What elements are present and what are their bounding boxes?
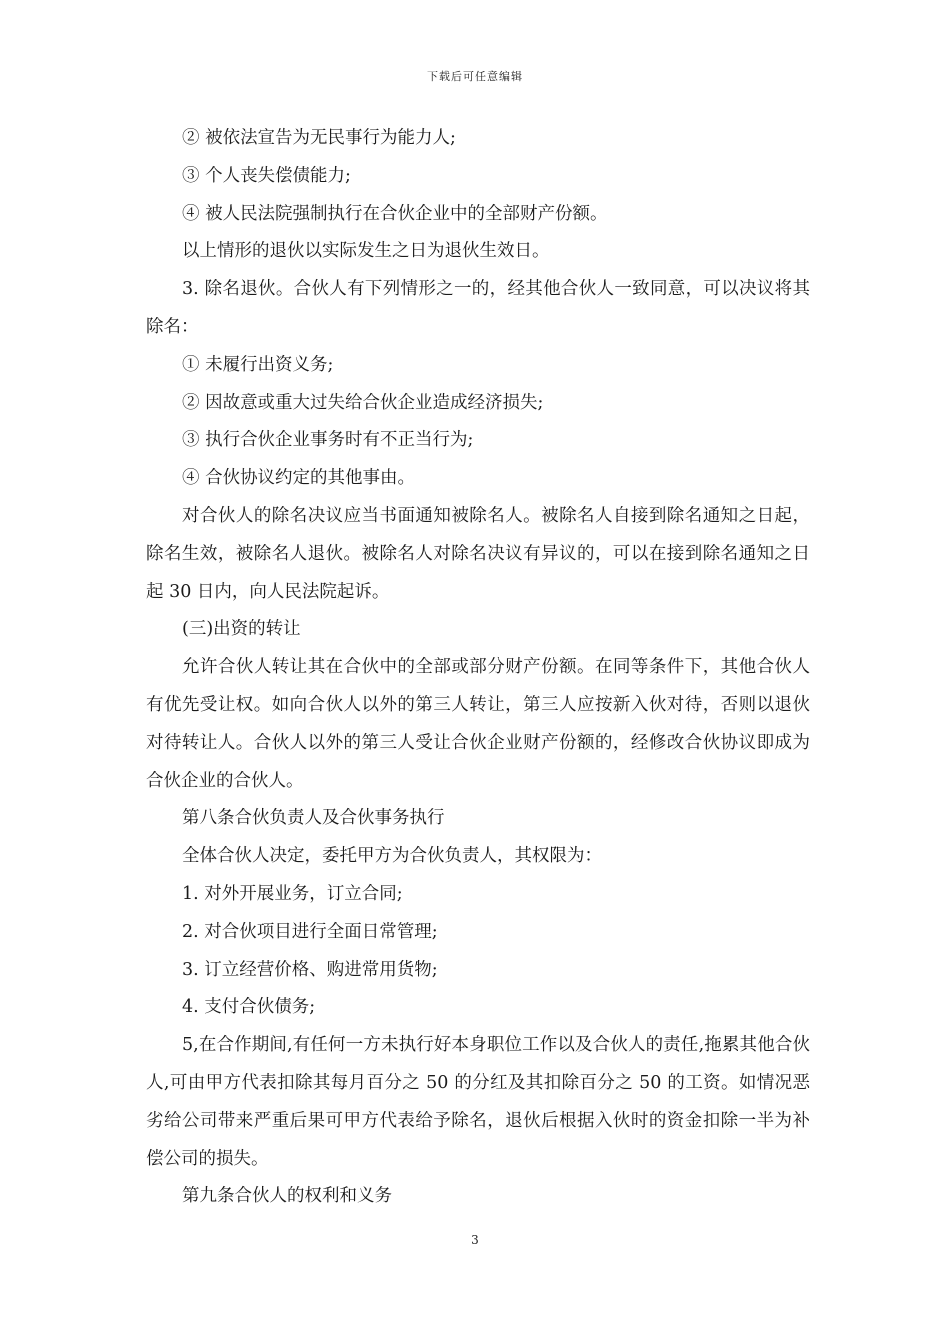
paragraph: 允许合伙人转让其在合伙中的全部或部分财产份额。在同等条件下，其他合伙人有优先受让权。如向合伙人以外的第三人转让，第三人应按新入伙对待，否则以退伙对待转让人。合伙人以外的第三人受让合伙企业财产份额的，经修改合伙协议即成为合伙企业的合伙人。 xyxy=(146,657,810,791)
paragraph: 全体合伙人决定，委托甲方为合伙负责人，其权限为： xyxy=(182,846,602,867)
paragraph: ① 未履行出资义务; xyxy=(182,354,334,375)
list-item: 1. 对外开展业务，订立合同; xyxy=(182,883,403,904)
article-heading: 第九条合伙人的权利和义务 xyxy=(182,1186,392,1207)
paragraph: ② 因故意或重大过失给合伙企业造成经济损失; xyxy=(182,392,544,413)
paragraph: ③ 个人丧失偿债能力; xyxy=(182,165,351,186)
page-number: 3 xyxy=(471,1233,479,1247)
paragraph: ② 被依法宣告为无民事行为能力人; xyxy=(182,128,456,148)
paragraph: ③ 执行合伙企业事务时有不正当行为; xyxy=(182,430,474,451)
article-heading: 第八条合伙负责人及合伙事务执行 xyxy=(182,808,445,829)
list-item: 4. 支付合伙债务; xyxy=(182,997,316,1018)
list-item: 3. 订立经营价格、购进常用货物; xyxy=(182,959,438,980)
document-body xyxy=(146,120,810,1216)
paragraph: ④ 被人民法院强制执行在合伙企业中的全部财产份额。 xyxy=(182,203,608,224)
page-header: 下载后可任意编辑 xyxy=(427,70,523,83)
paragraph: 3. 除名退伙。合伙人有下列情形之一的，经其他合伙人一致同意，可以决议将其除名： xyxy=(146,279,810,337)
paragraph: ④ 合伙协议约定的其他事由。 xyxy=(182,468,416,489)
paragraph: 以上情形的退伙以实际发生之日为退伙生效日。 xyxy=(182,241,550,262)
list-item: 5,在合作期间,有任何一方未执行好本身职位工作以及合伙人的责任,拖累其他合伙人,可由甲方代表扣除其每月百分之 50 的分红及其扣除百分之 50 的工资。如情况恶劣给公司带来严重后果可甲方代表给予除名，退伙后根据入伙时的资金扣除一半为补偿公司的损失。 xyxy=(146,1035,810,1169)
paragraph: 对合伙人的除名决议应当书面通知被除名人。被除名人自接到除名通知之日起，除名生效，被除名人退伙。被除名人对除名决议有异议的，可以在接到除名通知之日起 30 日内，向人民法院起诉。 xyxy=(146,505,810,602)
list-item: 2. 对合伙项目进行全面日常管理; xyxy=(182,921,438,942)
section-heading: (三)出资的转让 xyxy=(182,619,301,640)
